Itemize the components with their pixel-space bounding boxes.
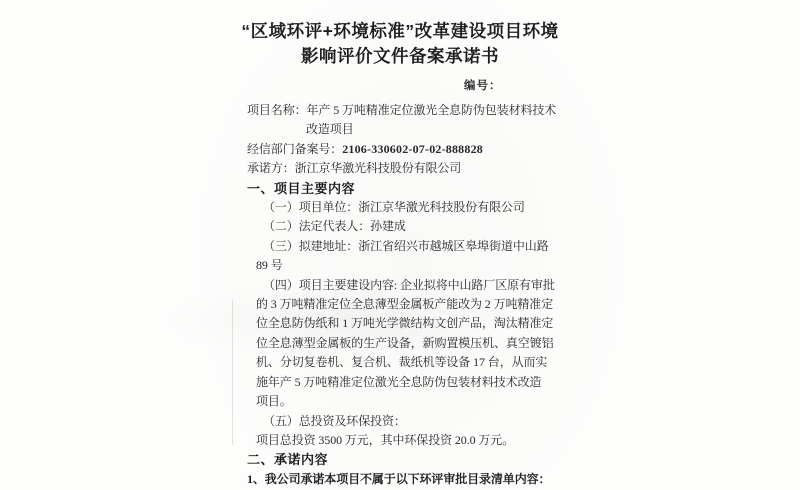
document-body bbox=[247, 101, 587, 489]
filing-number-line bbox=[247, 140, 587, 159]
filing-number-label: 经信部门备案号： bbox=[247, 141, 343, 156]
item-4-construction-line-7: 项目。 bbox=[256, 394, 292, 409]
section-1-heading: 一、项目主要内容 bbox=[247, 180, 356, 196]
item-4-construction-line-1: （四）项目主要建设内容: 企业拟将中山路厂区原有审批 bbox=[263, 277, 555, 292]
commitment-item-1: 1、我公司承诺本项目不属于以下环评审批目录清单内容： bbox=[247, 471, 551, 486]
item-4-construction-line-6: 施年产 5 万吨精准定位激光全息防伪包装材料技术改造 bbox=[256, 374, 542, 389]
item-4-construction-line-2: 的 3 万吨精准定位全息薄型金属板产能改为 2 万吨精准定 bbox=[256, 297, 554, 312]
serial-number-label: 编号： bbox=[464, 80, 502, 92]
item-4-construction-line-3: 位全息防伪纸和 1 万吨光学微结构文创产品，淘汰精准定 bbox=[256, 316, 554, 331]
project-name-line-2: 改造项目 bbox=[306, 122, 354, 137]
item-3-address-line-1: （三）拟建地址：浙江省绍兴市越城区皋埠街道中山路 bbox=[263, 238, 549, 253]
promisor-line: 承诺方：浙江京华激光科技股份有限公司 bbox=[247, 161, 462, 176]
project-name-line-1: 项目名称：年产 5 万吨精准定位激光全息防伪包装材料技术 bbox=[247, 103, 557, 117]
document-title bbox=[0, 19, 800, 69]
scan-artifact-line bbox=[232, 300, 233, 445]
item-4-construction-line-4: 位全息薄型金属板的生产设备，新购置模压机、真空镀铝 bbox=[256, 335, 554, 350]
item-5-investment-heading: （五）总投资及环保投资： bbox=[263, 413, 406, 428]
item-1-project-unit: （一）项目单位：浙江京华激光科技股份有限公司 bbox=[263, 200, 525, 215]
document-title-line-1: “区域环评+环境标准”改革建设项目环境 bbox=[241, 21, 559, 41]
filing-number-value: 2106-330602-07-02-888828 bbox=[342, 141, 483, 156]
item-2-legal-representative: （二）法定代表人：孙建成 bbox=[263, 219, 406, 234]
section-2-heading: 二、承诺内容 bbox=[247, 452, 329, 468]
item-5-investment-value: 项目总投资 3500 万元，其中环保投资 20.0 万元。 bbox=[256, 432, 515, 447]
item-4-construction-line-5: 机、分切复卷机、复合机、裁纸机等设备 17 台，从而实 bbox=[256, 355, 548, 370]
item-3-address-line-2: 89 号 bbox=[256, 258, 283, 273]
document-title-line-2: 影响评价文件备案承诺书 bbox=[301, 46, 499, 66]
